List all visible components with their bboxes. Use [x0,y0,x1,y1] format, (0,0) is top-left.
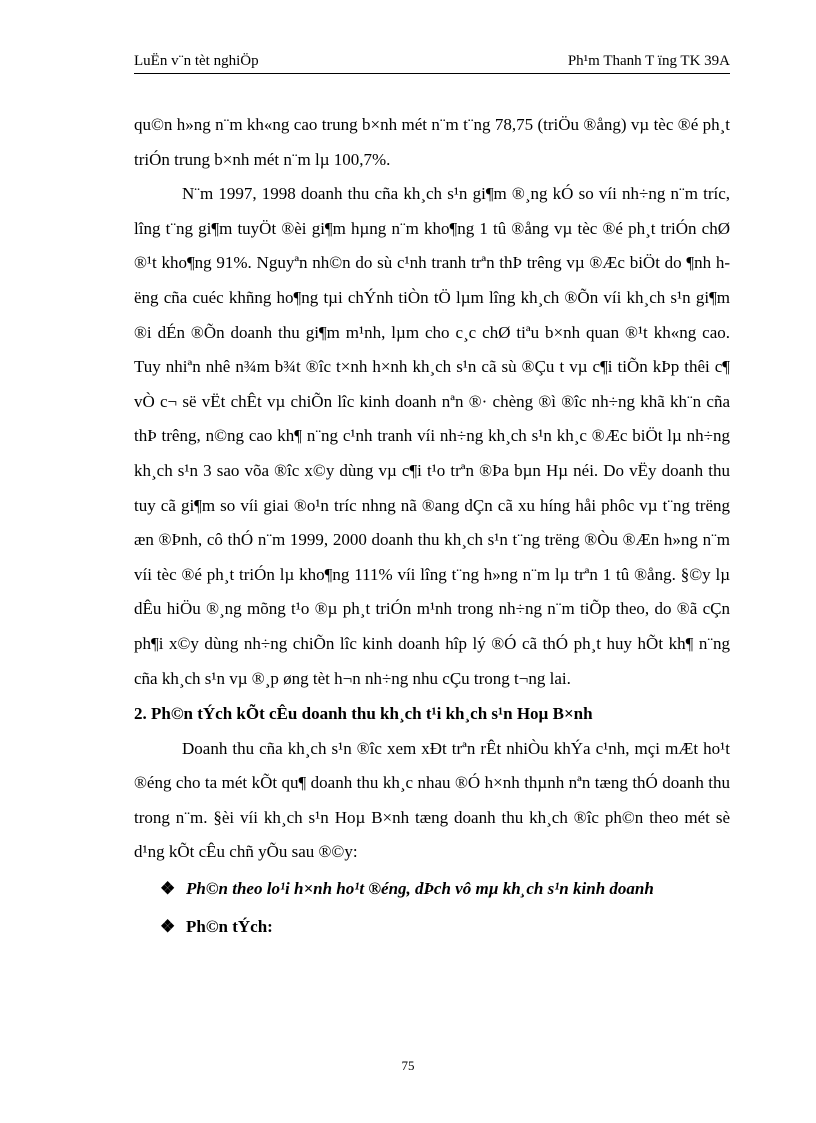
running-header [134,46,730,70]
section-paragraph: Doanh thu cña kh¸ch s¹n ®îc xem xÐt trªn rÊt nhiÒu khÝa c¹nh, mçi mÆt ho¹t ®éng cho ta mét kÕt qu¶ doanh thu kh¸c nhau ®Ó h×nh thµnh nªn tæng thÓ doanh thu trong n¨m. §èi víi kh¸ch s¹n Hoµ B×nh tæng doanh thu kh¸ch ®îc ph©n theo mét sè d¹ng kÕt cÊu chñ yÕu sau ®©y: [134,738,730,862]
page-body [134,108,730,946]
header-thesis-title: LuËn v¨n tèt nghiÖp [134,53,259,69]
section-heading: 2. Ph©n tÝch kÕt cÊu doanh thu kh¸ch t¹i kh¸ch s¹n Hoµ B×nh [134,704,593,724]
bullet-item [134,870,730,908]
diamond-bullet-icon: ❖ [160,879,176,899]
body-paragraph-continued: qu©n h»ng n¨m kh«ng cao trung b×nh mét n¨m t¨ng 78,75 (triÖu ®ång) vµ tèc ®é ph¸t triÓn trung b×nh mét n¨m lµ 100,7%. [134,115,730,169]
bullet-text: Ph©n theo lo¹i h×nh ho¹t ®éng, dÞch vô mµ kh¸ch s¹n kinh doanh [186,879,654,899]
bullet-text: Ph©n tÝch: [186,917,273,937]
header-author: Ph¹m Thanh T ïng TK 39A [567,53,730,69]
body-paragraph: N¨m 1997, 1998 doanh thu cña kh¸ch s¹n gi¶m ®¸ng kÓ so víi nh÷ng n¨m tríc, lîng t¨ng gi¶m tuyÖt ®èi gi¶m hµng n¨m kho¶ng 1 tû ®ång vµ tèc ®é ph¸t triÓn chØ ®¹t kho¶ng 91%. Nguyªn nh©n do sù c¹nh tranh trªn thÞ trêng vµ ®Æc biÖt do ¶nh hëng cña cuéc khñng ho¶ng tµi chÝnh tiÒn tÖ lµm lîng kh¸ch ®Õn víi kh¸ch s¹n gi¶m ®i dÉn ®Õn doanh thu gi¶m m¹nh, lµm cho c¸c chØ tiªu b×nh quan ®¹t kh«ng cao. Tuy nhiªn nhê n¾m b¾t ®îc t×nh h×nh kh¸ch s¹n cã sù ®Çu t vµ c¶i tiÕn kÞp thêi c¶ vÒ c¬ së vËt chÊt vµ chiÕn lîc kinh doanh nªn ®· chèng ®ì ®îc nh÷ng khã kh¨n cña thÞ trêng, n©ng cao kh¶ n¨ng c¹nh tranh víi nh÷ng kh¸ch s¹n kh¸c ®Æc biÖt lµ nh÷ng kh¸ch s¹n 3 sao võa ®îc x©y dùng vµ c¶i t¹o trªn ®Þa bµn Hµ néi. Do vËy doanh thu tuy cã gi¶m so víi giai ®o¹n tríc nhng nã ®ang dÇn cã xu híng håi phôc vµ t¨ng trëng æn ®Þnh, cô thÓ n¨m 1999, 2000 doanh thu kh¸ch s¹n t¨ng trëng ®Òu ®Æn h»ng n¨m víi tèc ®é ph¸t triÓn lµ kho¶ng 111% víi lîng t¨ng h»ng n¨m lµ trªn 1 tû ®ång. §©y lµ dÊu hiÖu ®¸ng mõng t¹o ®µ ph¸t triÓn m¹nh trong nh÷ng n¨m tiÕp theo, do ®ã cÇn ph¶i x©y dùng nh÷ng chiÕn lîc kinh doanh hîp lý ®Ó cã thÓ ph¸t huy hÕt kh¶ n¨ng cña kh¸ch s¹n vµ ®¸p øng tèt h¬n nh÷ng nhu cÇu trong t¬ng lai. [134,184,730,688]
bullet-item [134,908,730,946]
page-number: 75 [401,1058,415,1073]
header-divider [134,73,730,74]
diamond-bullet-icon: ❖ [160,917,176,937]
